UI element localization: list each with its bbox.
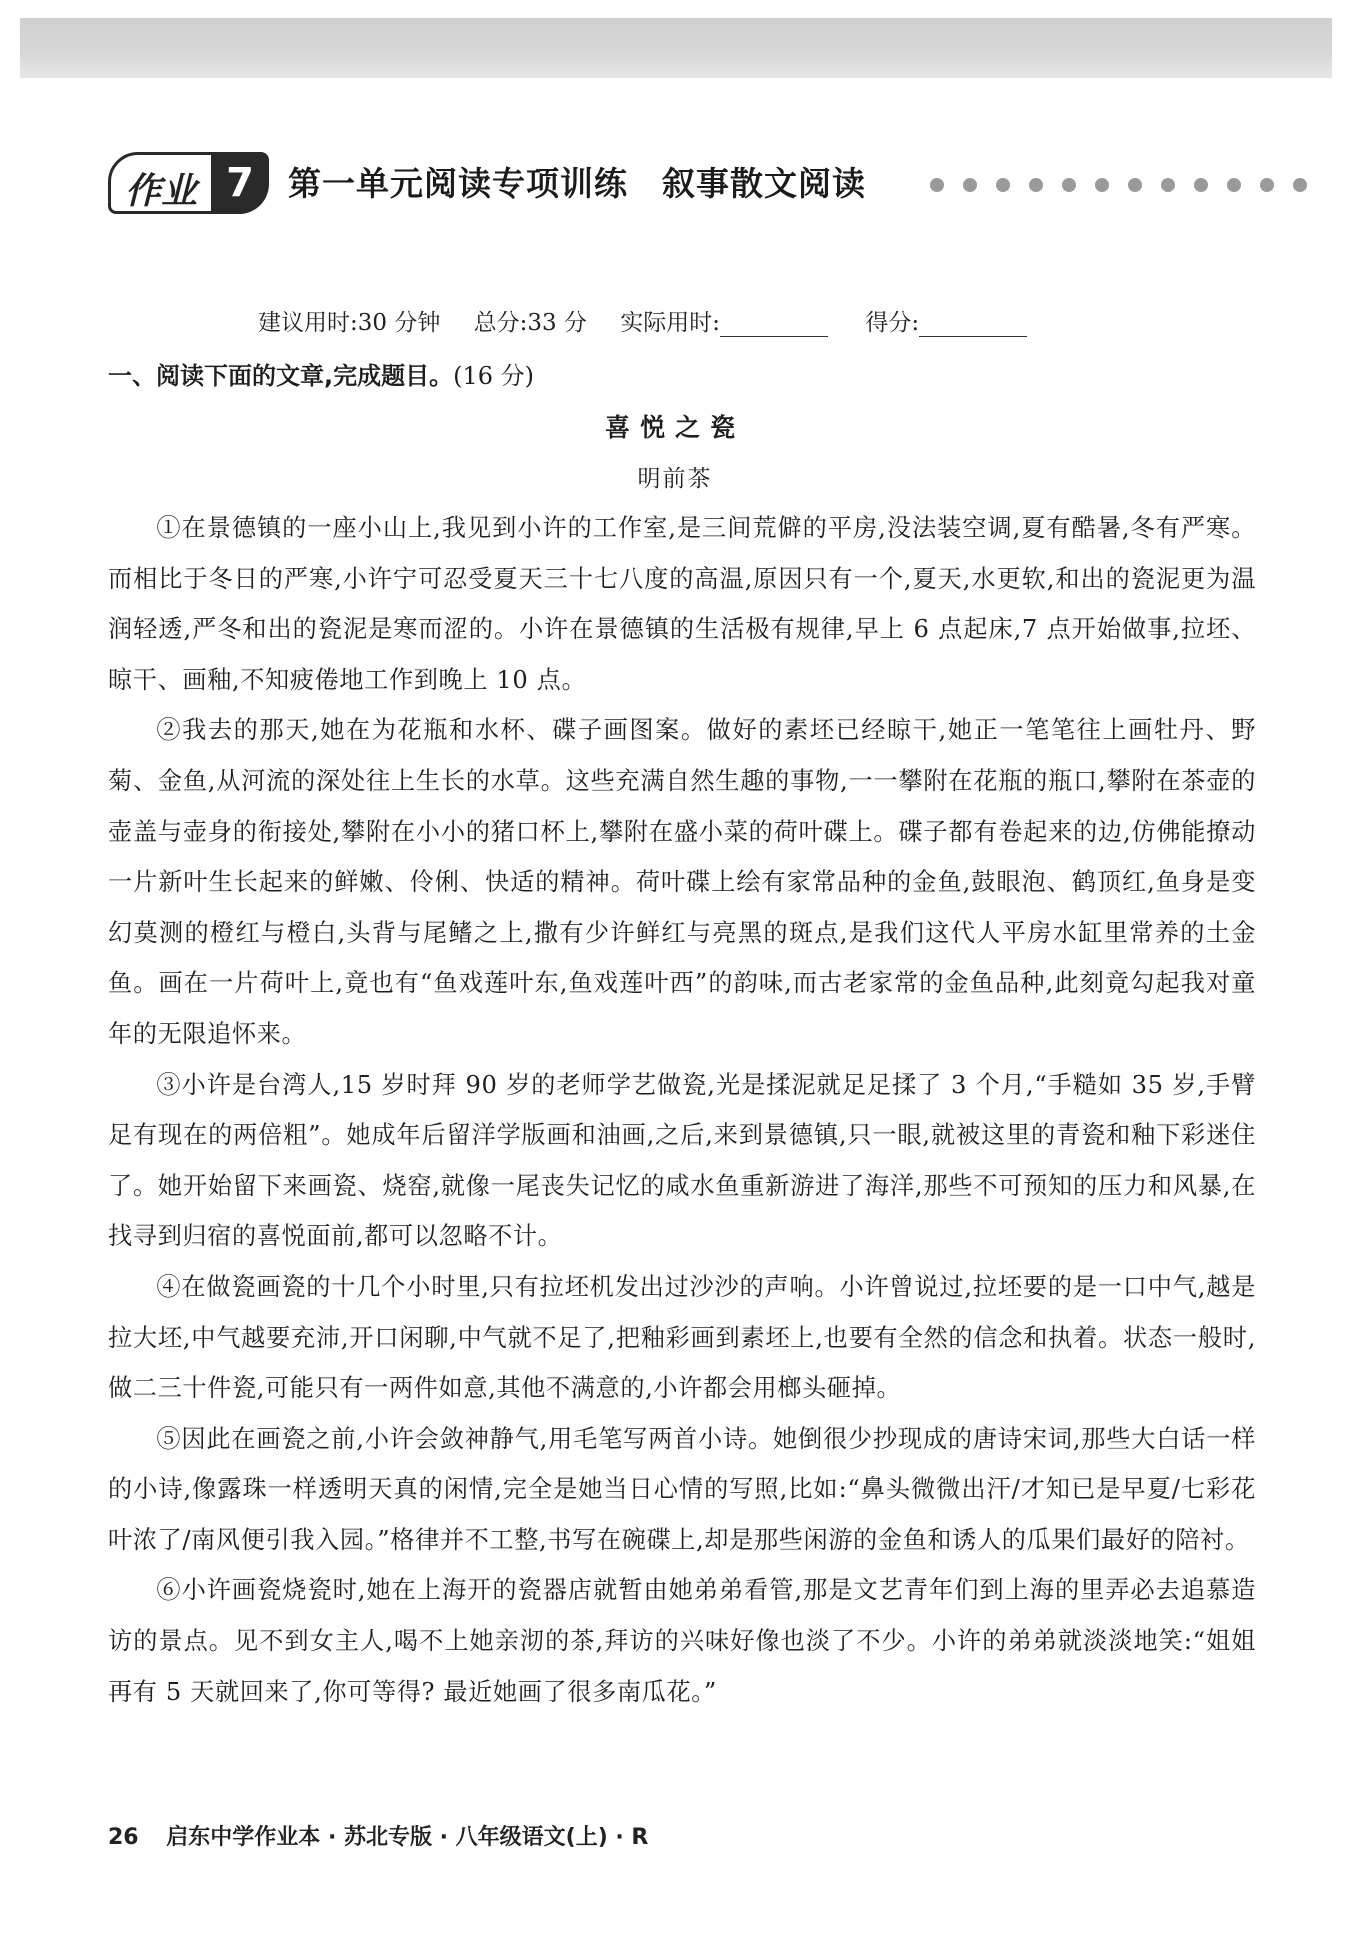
dot-icon xyxy=(1029,178,1043,192)
page-footer xyxy=(108,1820,648,1851)
dot-icon xyxy=(963,178,977,192)
scan-top-band xyxy=(20,18,1332,78)
section-title: 第一单元阅读专项训练 叙事散文阅读 xyxy=(288,164,866,203)
paragraph: ③小许是台湾人,15 岁时拜 90 岁的老师学艺做瓷,光是揉泥就足足揉了 3 个月,“手糙如 35 岁,手臂足有现在的两倍粗”。她成年后留洋学版画和油画,之后,来到景德镇,只一眼,就被这里的青瓷和釉下彩迷住了。她开始留下来画瓷、烧窑,就像一尾丧失记忆的咸水鱼重新游进了海洋,那些不可预知的压力和风暴,在找寻到归宿的喜悦面前,都可以忽略不计。 xyxy=(108,1070,1256,1251)
dot-icon xyxy=(930,178,944,192)
essay-body xyxy=(108,503,1256,1717)
score-blank[interactable] xyxy=(919,316,1027,337)
page-number: 26 xyxy=(108,1825,139,1850)
paragraph: ④在做瓷画瓷的十几个小时里,只有拉坯机发出过沙沙的声响。小许曾说过,拉坯要的是一口中气,越是拉大坯,中气越要充沛,开口闲聊,中气就不足了,把釉彩画到素坯上,也要有全然的信念和执着。状态一般时,做二三十件瓷,可能只有一两件如意,其他不满意的,小许都会用榔头砸掉。 xyxy=(108,1272,1256,1403)
dot-icon xyxy=(1293,178,1307,192)
dot-icon xyxy=(1128,178,1142,192)
assignment-header xyxy=(108,148,1338,218)
score-label: 得分: xyxy=(865,310,920,336)
paragraph: ①在景德镇的一座小山上,我见到小许的工作室,是三间荒僻的平房,没法装空调,夏有酷暑,冬有严寒。而相比于冬日的严寒,小许宁可忍受夏天三十七八度的高温,原因只有一个,夏天,水更软,和出的瓷泥更为温润轻透,严冬和出的瓷泥是寒而涩的。小许在景德镇的生活极有规律,早上 6 点起床,7 点开始做事,拉坯、晾干、画釉,不知疲倦地工作到晚上 10 点。 xyxy=(108,514,1256,694)
dot-icon xyxy=(1260,178,1274,192)
dot-icon xyxy=(996,178,1010,192)
time-score-line xyxy=(258,304,1053,337)
suggested-time: 建议用时:30 分钟 xyxy=(258,310,441,336)
dot-icon xyxy=(1161,178,1175,192)
paragraph: ②我去的那天,她在为花瓶和水杯、碟子画图案。做好的素坯已经晾干,她正一笔笔往上画牡丹、野菊、金鱼,从河流的深处往上生长的水草。这些充满自然生趣的事物,一一攀附在花瓶的瓶口,攀附在茶壶的壶盖与壶身的衔接处,攀附在小小的猪口杯上,攀附在盛小菜的荷叶碟上。碟子都有卷起来的边,仿佛能撩动一片新叶生长起来的鲜嫩、伶俐、快适的精神。荷叶碟上绘有家常品种的金鱼,鼓眼泡、鹤顶红,鱼身是变幻莫测的橙红与橙白,头背与尾鳍之上,撒有少许鲜红与亮黑的斑点,是我们这代人平房水缸里常养的土金鱼。画在一片荷叶上,竟也有“鱼戏莲叶东,鱼戏莲叶西”的韵味,而古老家常的金鱼品种,此刻竟勾起我对童年的无限追怀来。 xyxy=(108,716,1256,1048)
dot-icon xyxy=(1227,178,1241,192)
dot-icon xyxy=(1062,178,1076,192)
book-title: 启东中学作业本 · 苏北专版 · 八年级语文(上) · R xyxy=(166,1825,649,1850)
total-score: 总分:33 分 xyxy=(473,310,587,336)
assignment-badge xyxy=(108,152,268,214)
question-title: 一、阅读下面的文章,完成题目。 xyxy=(108,362,454,390)
question-score: (16 分) xyxy=(453,362,535,390)
actual-time-label: 实际用时: xyxy=(620,310,721,336)
dot-icon xyxy=(1095,178,1109,192)
paragraph: ⑤因此在画瓷之前,小许会敛神静气,用毛笔写两首小诗。她倒很少抄现成的唐诗宋词,那些大白话一样的小诗,像露珠一样透明天真的闲情,完全是她当日心情的写照,比如:“鼻头微微出汗/才知已是早夏/七彩花叶浓了/南风便引我入园。”格律并不工整,书写在碗碟上,却是那些闲游的金鱼和诱人的瓜果们最好的陪衬。 xyxy=(108,1424,1256,1554)
essay-author: 明前茶 xyxy=(637,466,713,492)
question-heading xyxy=(108,356,534,391)
paragraph: ⑥小许画瓷烧瓷时,她在上海开的瓷器店就暂由她弟弟看管,那是文艺青年们到上海的里弄必去追慕造访的景点。见不到女主人,喝不上她亲沏的茶,拜访的兴味好像也淡了不少。小许的弟弟就淡淡地笑:“姐姐再有 5 天就回来了,你可等得? 最近她画了很多南瓜花。” xyxy=(108,1576,1256,1706)
dot-icon xyxy=(1194,178,1208,192)
badge-number: 7 xyxy=(211,152,269,214)
actual-time-blank[interactable] xyxy=(720,316,828,337)
decorative-dots xyxy=(930,178,1307,192)
badge-label: 作业 xyxy=(125,171,198,212)
essay-title: 喜悦之瓷 xyxy=(604,413,745,442)
